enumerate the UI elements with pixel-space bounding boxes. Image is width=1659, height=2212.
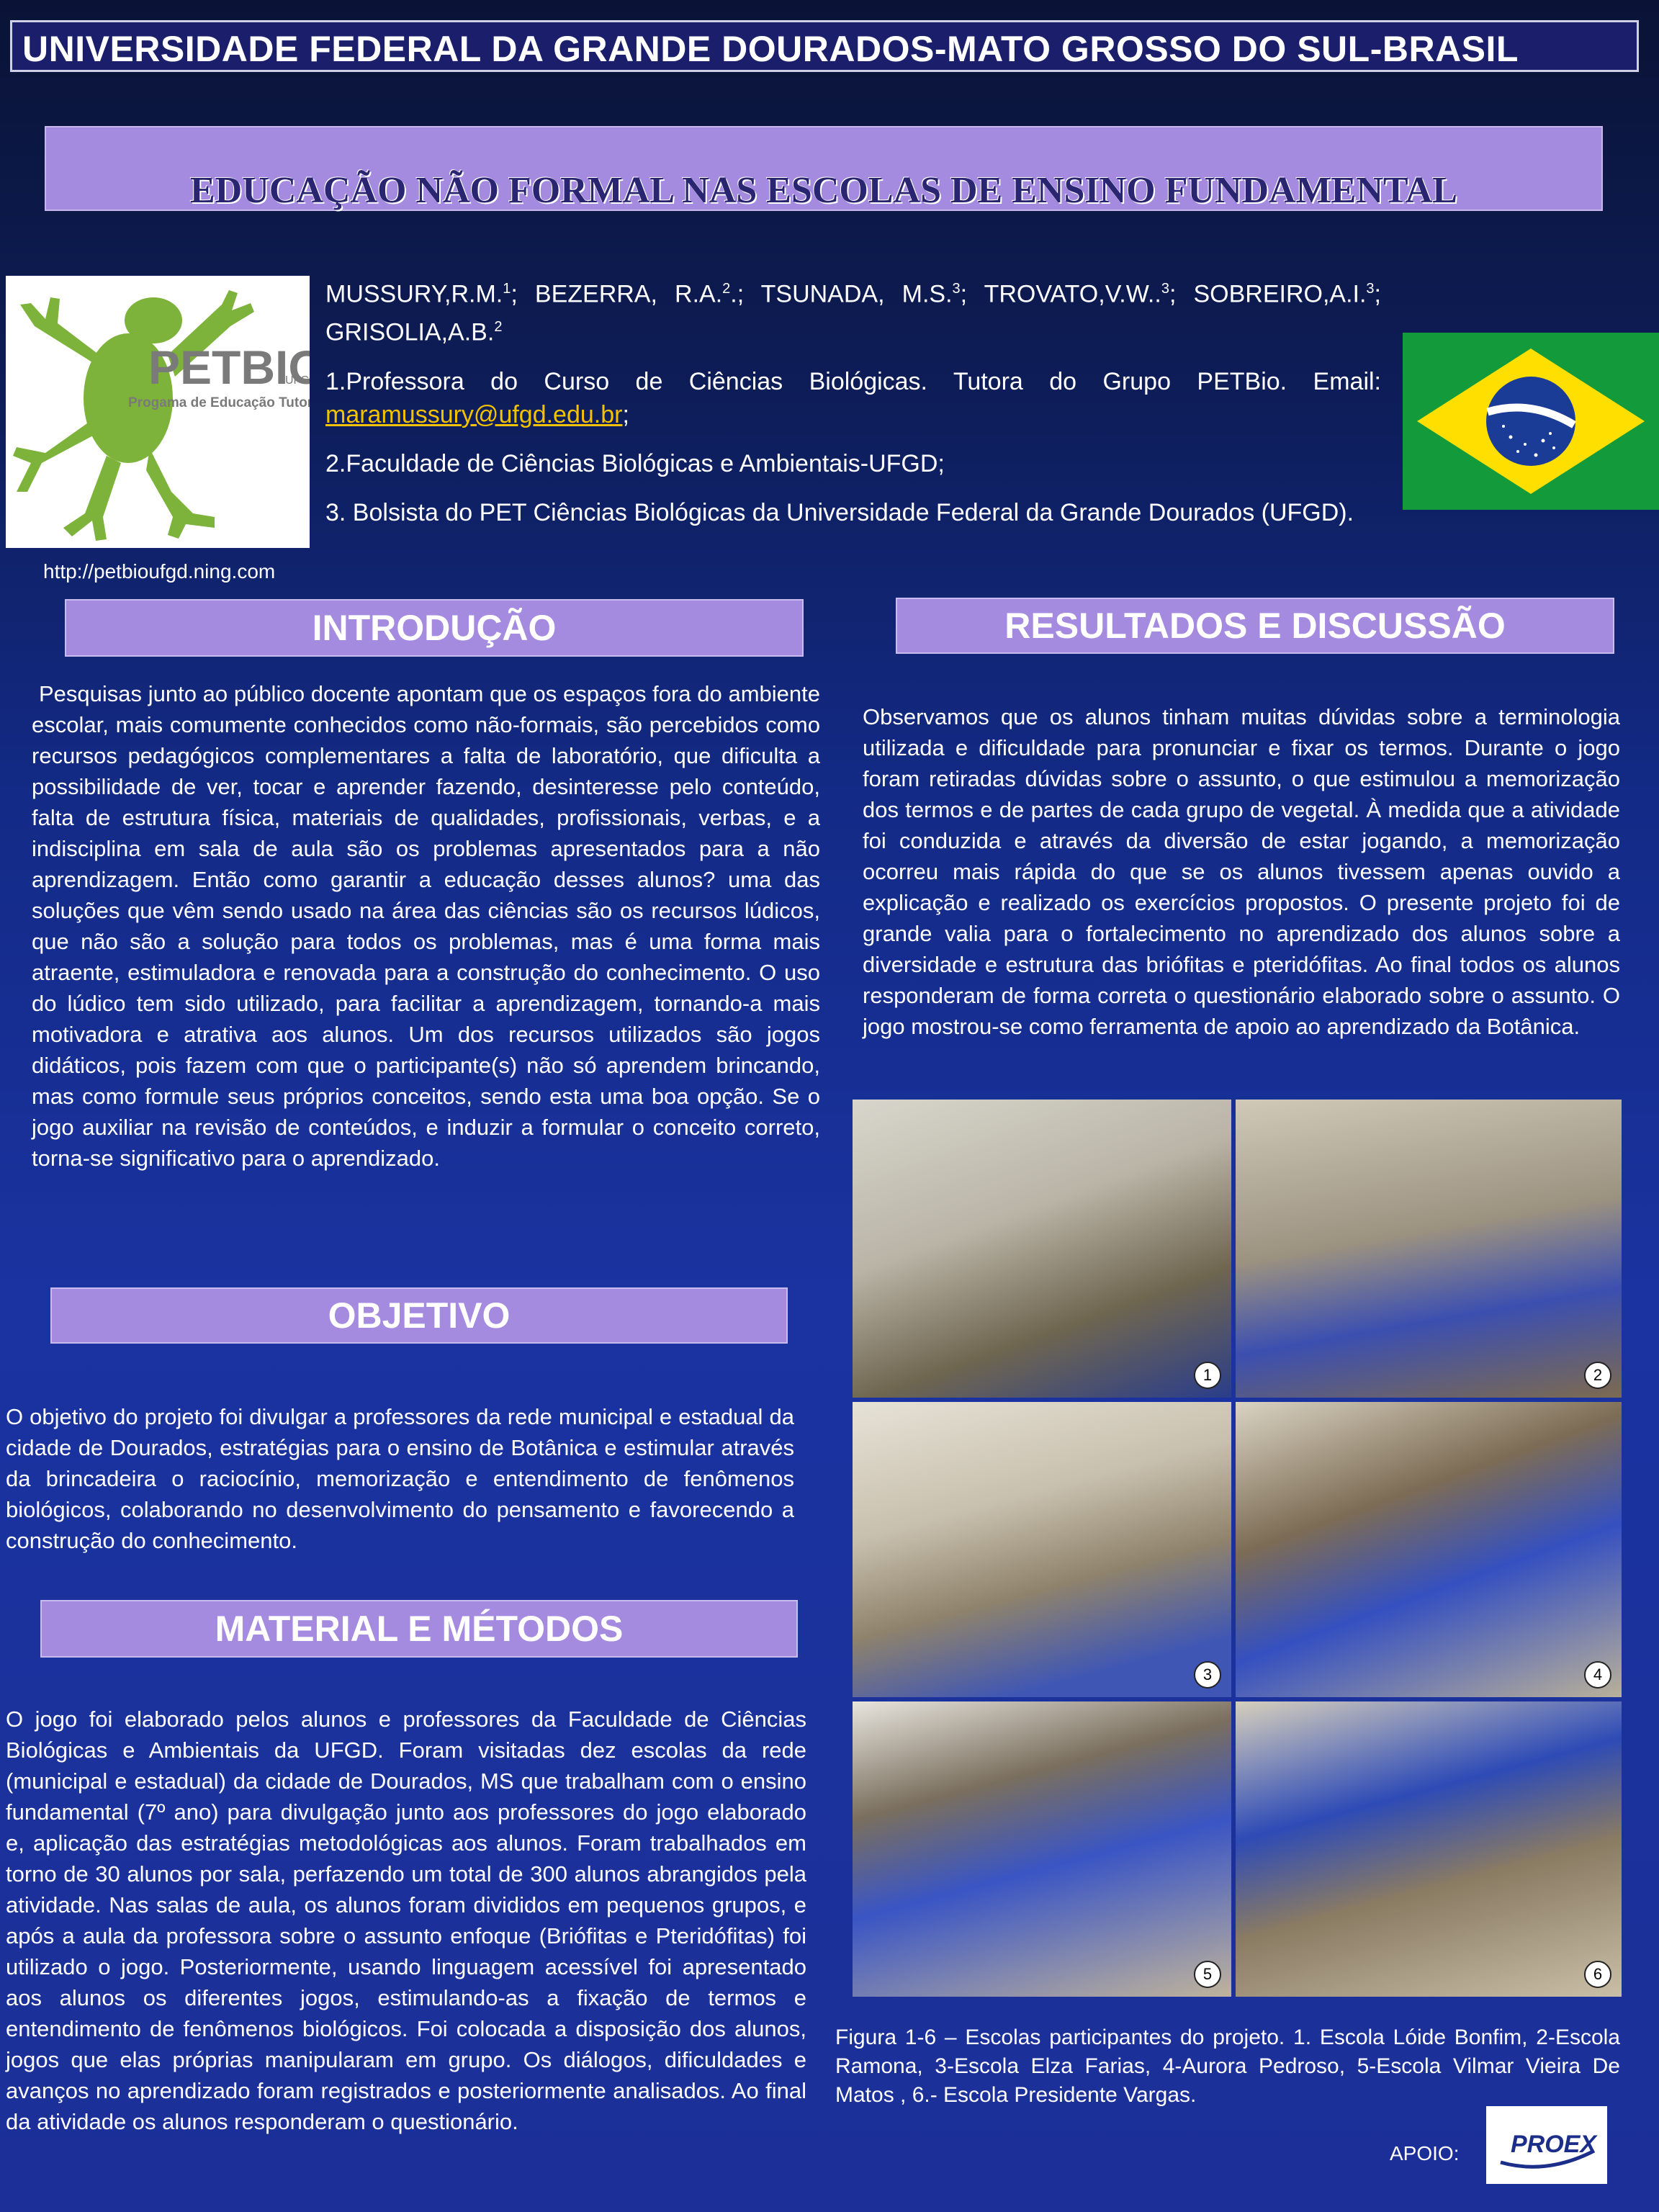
photo-5-number: 5 (1194, 1961, 1221, 1988)
affiliation-1-end: ; (622, 400, 629, 428)
affiliation-2: 2.Faculdade de Ciências Biológicas e Ambientais-UFGD; (325, 449, 945, 477)
photo-5 (853, 1701, 1231, 1997)
photo-3-number: 3 (1194, 1661, 1221, 1689)
author-6-affil: 2 (494, 319, 503, 336)
poster-title-box (45, 126, 1603, 211)
photo-2-number: 2 (1584, 1362, 1611, 1389)
figure-caption: Figura 1-6 – Escolas participantes do projeto. 1. Escola Lóide Bonfim, 2-Escola Ramona, 3-Escola Elza Farias, 4-Aurora Pedroso, 5-Escola Vilmar Vieira De Matos , 6.- Escola Presidente Vargas. (835, 2026, 1620, 2107)
photo-4-number: 4 (1584, 1661, 1611, 1689)
authors-block (325, 272, 1381, 545)
photo-1-number: 1 (1194, 1362, 1221, 1389)
author-5-affil: 3 (1366, 281, 1375, 297)
author-names (325, 272, 1381, 349)
logo-sub-text: Progama de Educação Tuto (128, 395, 307, 410)
photo-4 (1236, 1402, 1622, 1697)
logo-small-text: UFG (285, 374, 310, 387)
resultados-header: RESULTADOS E DISCUSSÃO (896, 598, 1614, 654)
introducao-header: INTRODUÇÃO (65, 599, 804, 657)
university-banner (10, 20, 1639, 72)
author-3: .; TSUNADA, M.S. (730, 280, 953, 308)
petbio-logo (6, 276, 310, 548)
apoio-label: APOIO: (1390, 2142, 1460, 2164)
author-4-affil: 3 (1161, 281, 1169, 297)
logo-main-text: PETBIO (148, 341, 310, 394)
photo-3 (853, 1402, 1231, 1697)
photo-2 (1236, 1100, 1622, 1398)
affiliation-1 (325, 365, 1381, 431)
university-name: UNIVERSIDADE FEDERAL DA GRANDE DOURADOS-MATO GROSSO DO SUL-BRASIL (22, 29, 1519, 69)
author-1-affil: 1 (503, 281, 511, 297)
author-6: ; GRISOLIA,A.B. (325, 280, 1381, 346)
proex-logo-text: PROEX (1511, 2131, 1597, 2158)
introducao-text: Pesquisas junto ao público docente apontam que os espaços fora do ambiente escolar, mais comumente conhecidos como não-formais, são percebidos como recursos pedagógicos complementares a falta de laboratório, que dificulta a possibilidade de ver, tocar e aprender fazendo, desinteresse pelo conteúdo, falta de estrutura física, materiais de qualidades, profissionais, verbas, e a indisciplina em sala de aula são os problemas apresentados para a não aprendizagem. Então como garantir a educação desses alunos? uma das soluções que vêm sendo usado na área das ciências são os recursos lúdicos, que não são a solução para todos os problemas, mas é uma forma mais atraente, estimuladora e renovada para a construção do conhecimento. O uso do lúdico tem sido utilizado, para facilitar a aprendizagem, tornando-a mais motivadora e atrativa aos alunos. Um dos recursos utilizados são jogos didáticos, pois fazem com que o participante(s) não só aprendem brincando, mas como formule seus próprios conceitos, sendo esta uma boa opção. Se o jogo auxiliar na revisão de conteúdos, e induzir a formular o conceito correto, torna-se significativo para o aprendizado. (32, 681, 820, 1171)
resultados-text: Observamos que os alunos tinham muitas dúvidas sobre a terminologia utilizada e dificuldade para pronunciar e fixar os termos. Durante o jogo foram retiradas dúvidas sobre o assunto, o que estimulou a memorização dos termos e de partes de cada grupo de vegetal. À medida que a atividade foi conduzida e através da diversão de estar jogando, a memorização ocorreu mais rápida do que se os alunos tivessem apenas ouvido a explicação e realizado os exercícios propostos. O presente projeto foi de grande valia para o fortalecimento no aprendizado dos alunos sobre a diversidade e estrutura das briófitas e pteridófitas. Ao final todos os alunos responderam de forma correta o questionário elaborado sobre o assunto. O jogo mostrou-se como ferramenta de apoio ao aprendizado da Botânica. (863, 704, 1620, 1039)
objetivo-text: O objetivo do projeto foi divulgar a professores da rede municipal e estadual da cidade de Dourados, estratégias para o ensino de Botânica e estimular através da brincadeira o raciocínio, memorização e entendimento de fenômenos biológicos, colaborando no desenvolvimento do pensamento e favorecendo a construção do conhecimento. (6, 1404, 794, 1553)
author-4: ; TROVATO,V.W.. (960, 280, 1161, 308)
email-link[interactable]: maramussury@ufgd.edu.br (325, 400, 623, 428)
material-header: MATERIAL E MÉTODOS (40, 1600, 798, 1658)
photo-6 (1236, 1701, 1622, 1997)
proex-logo-icon (1486, 2106, 1607, 2184)
affiliation-3: 3. Bolsista do PET Ciências Biológicas da Universidade Federal da Grande Dourados (UFGD). (325, 498, 1354, 526)
brazil-flag (1403, 333, 1659, 510)
photo-6-number: 6 (1584, 1961, 1611, 1988)
affiliation-1-text: 1.Professora do Curso de Ciências Biológicas. Tutora do Grupo PETBio. Email: (325, 367, 1381, 395)
objetivo-header: OBJETIVO (50, 1287, 788, 1344)
frog-icon (6, 276, 310, 548)
author-2: ; BEZERRA, R.A. (511, 280, 723, 308)
proex-logo (1486, 2106, 1607, 2184)
author-1: MUSSURY,R.M. (325, 280, 503, 308)
author-5: ; SOBREIRO,A.I. (1169, 280, 1367, 308)
author-2-affil: 2 (722, 281, 731, 297)
logo-url: http://petbioufgd.ning.com (43, 560, 276, 583)
author-3-affil: 3 (952, 281, 961, 297)
poster-title: EDUCAÇÃO NÃO FORMAL NAS ESCOLAS DE ENSINO FUNDAMENTAL (190, 170, 1457, 211)
brazil-flag-icon (1403, 333, 1659, 510)
photo-1 (853, 1100, 1231, 1398)
material-text: O jogo foi elaborado pelos alunos e professores da Faculdade de Ciências Biológicas e Ambientais da UFGD. Foram visitadas dez escolas da rede (municipal e estadual) da cidade de Dourados, MS que trabalham com o ensino fundamental (7º ano) para divulgação junto aos professores do jogo elaborado e, aplicação das estratégias metodológicas aos alunos. Foram trabalhados em torno de 30 alunos por sala, perfazendo um total de 300 alunos abrangidos pela atividade. Nas salas de aula, os alunos foram divididos em pequenos grupos, e após a aula da professora sobre o assunto enfoque (Briófitas e Pteridófitas) foi utilizado o jogo. Posteriormente, usando linguagem acessível foi apresentado aos alunos os diferentes jogos, estimulando-as a fixação de termos e entendimento de fenômenos biológicos. Foi colocada a disposição dos alunos, jogos que elas próprias manipularam em grupo. Os diálogos, dificuldades e avanços no aprendizado foram registrados e posteriormente analisados. Ao final da atividade os alunos responderam o questionário. (6, 1707, 806, 2134)
